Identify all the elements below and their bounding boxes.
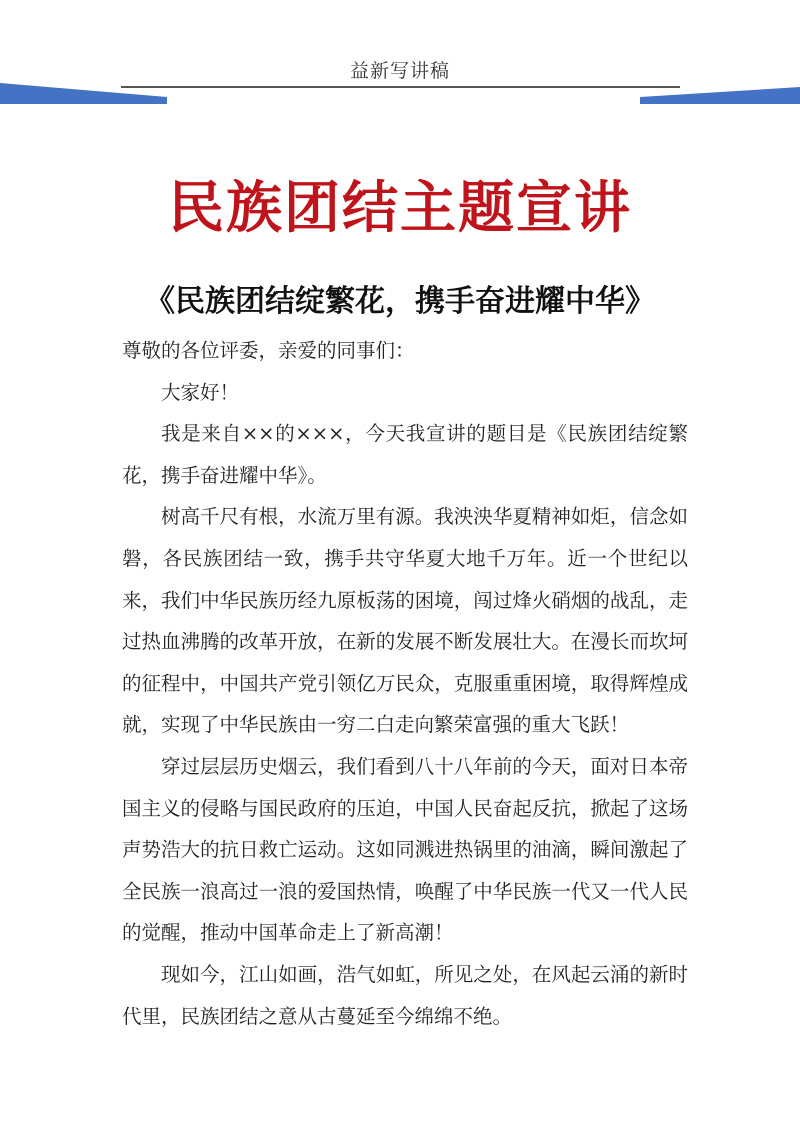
history-paragraph: 树高千尺有根，水流万里有源。我泱泱华夏精神如炬，信念如磐，各民族团结一致，携手共守华夏大地千万年。近一个世纪以来，我们中华民族历经九原板荡的困境，闯过烽火硝烟的战乱，走过热血沸腾的改革开放，在新的发展不断发展壮大。在漫长而坎坷的征程中，中国共产党引领亿万民众，克服重重困境，取得辉煌成就，实现了中华民族由一穷二白走向繁荣富强的重大飞跃！ (122, 505, 688, 737)
resistance-paragraph: 穿过层层历史烟云，我们看到八十八年前的今天，面对日本帝国主义的侵略与国民政府的压迫，中国人民奋起反抗，掀起了这场声势浩大的抗日救亡运动。这如同溅进热锅里的油滴，瞬间激起了全民族一浪高过一浪的爱国热情，唤醒了中华民族一代又一代人民的觉醒，推动中国革命走上了新高潮！ (122, 754, 688, 945)
salutation-paragraph: 尊敬的各位评委，亲爱的同事们： (122, 339, 415, 362)
header-title: 益新写讲稿 (349, 60, 450, 82)
greeting-paragraph: 大家好！ (161, 380, 240, 404)
speech-subtitle: 《民族团结绽繁花，携手奋进耀中华》 (145, 284, 655, 319)
main-title: 民族团结主题宣讲 (168, 175, 632, 241)
introduction-paragraph: 我是来自××的×××，今天我宣讲的题目是《民族团结绽繁花，携手奋进耀中华》。 (122, 422, 688, 487)
speech-body (122, 330, 688, 1037)
header-rule (121, 86, 680, 88)
left-blue-wedge-decoration (0, 80, 170, 104)
present-day-paragraph: 现如今，江山如画，浩气如虹，所见之处，在风起云涌的新时代里，民族团结之意从古蔓延至今绵绵不绝。 (122, 962, 688, 1028)
right-blue-wedge-decoration (640, 80, 800, 104)
page-header (0, 0, 800, 110)
